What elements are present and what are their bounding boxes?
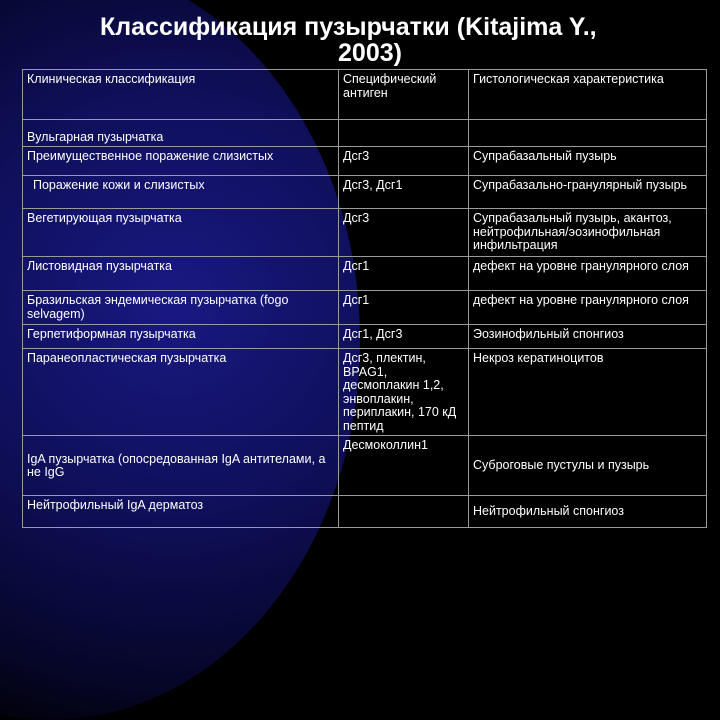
row-name-cell: Паранеопластическая пузырчатка [23, 349, 339, 436]
antigen-cell: Десмоколлин1 [339, 436, 469, 496]
table-row [23, 325, 707, 349]
row-name-cell: Листовидная пузырчатка [23, 257, 339, 291]
table-header-row [23, 70, 707, 120]
row-name-cell: IgA пузырчатка (опосредованная IgA антителами, а не IgG [23, 436, 339, 496]
row-name-cell: Бразильская эндемическая пузырчатка (fogo selvagem) [23, 291, 339, 325]
antigen-cell: Дсг3, Дсг1 [339, 176, 469, 209]
histology-cell: Супрабазальный пузырь, акантоз, нейтрофильная/эозинофильная инфильтрация [469, 209, 707, 257]
table-row [23, 120, 707, 147]
page-title [100, 14, 680, 66]
header-cell: Гистологическая характеристика [469, 70, 707, 120]
histology-cell [469, 120, 707, 147]
row-name-cell: Поражение кожи и слизистых [23, 176, 339, 209]
row-name-cell: Преимущественное поражение слизистых [23, 147, 339, 176]
histology-cell: Супрабазально-гранулярный пузырь [469, 176, 707, 209]
antigen-cell: Дсг1, Дсг3 [339, 325, 469, 349]
antigen-cell [339, 496, 469, 528]
table-row [23, 496, 707, 528]
table-row [23, 147, 707, 176]
table-row [23, 209, 707, 257]
classification-table [22, 69, 707, 528]
antigen-cell [339, 120, 469, 147]
table-row [23, 291, 707, 325]
histology-cell: Нейтрофильный спонгиоз [469, 496, 707, 528]
antigen-cell: Дсг3 [339, 147, 469, 176]
antigen-cell: Дсг3, плектин, BPAG1, десмоплакин 1,2, энвоплакин, периплакин, 170 кД пептид [339, 349, 469, 436]
antigen-cell: Дсг3 [339, 209, 469, 257]
row-name-cell: Герпетиформная пузырчатка [23, 325, 339, 349]
histology-cell: Супрабазальный пузырь [469, 147, 707, 176]
antigen-cell: Дсг1 [339, 291, 469, 325]
header-cell: Клиническая классификация [23, 70, 339, 120]
table-row [23, 176, 707, 209]
header-cell: Специфический антиген [339, 70, 469, 120]
row-name-cell: Вегетирующая пузырчатка [23, 209, 339, 257]
histology-cell: Суброговые пустулы и пузырь [469, 436, 707, 496]
row-name-cell: Вульгарная пузырчатка [23, 120, 339, 147]
title-line-2: 2003) [338, 39, 402, 67]
histology-cell: Некроз кератиноцитов [469, 349, 707, 436]
row-name-cell: Нейтрофильный IgA дерматоз [23, 496, 339, 528]
histology-cell: Эозинофильный спонгиоз [469, 325, 707, 349]
title-line-1: Классификация пузырчатки (Kitajima Y., [100, 13, 597, 41]
histology-cell: дефект на уровне гранулярного слоя [469, 291, 707, 325]
antigen-cell: Дсг1 [339, 257, 469, 291]
table-row [23, 436, 707, 496]
table-row [23, 349, 707, 436]
histology-cell: дефект на уровне гранулярного слоя [469, 257, 707, 291]
table-row [23, 257, 707, 291]
